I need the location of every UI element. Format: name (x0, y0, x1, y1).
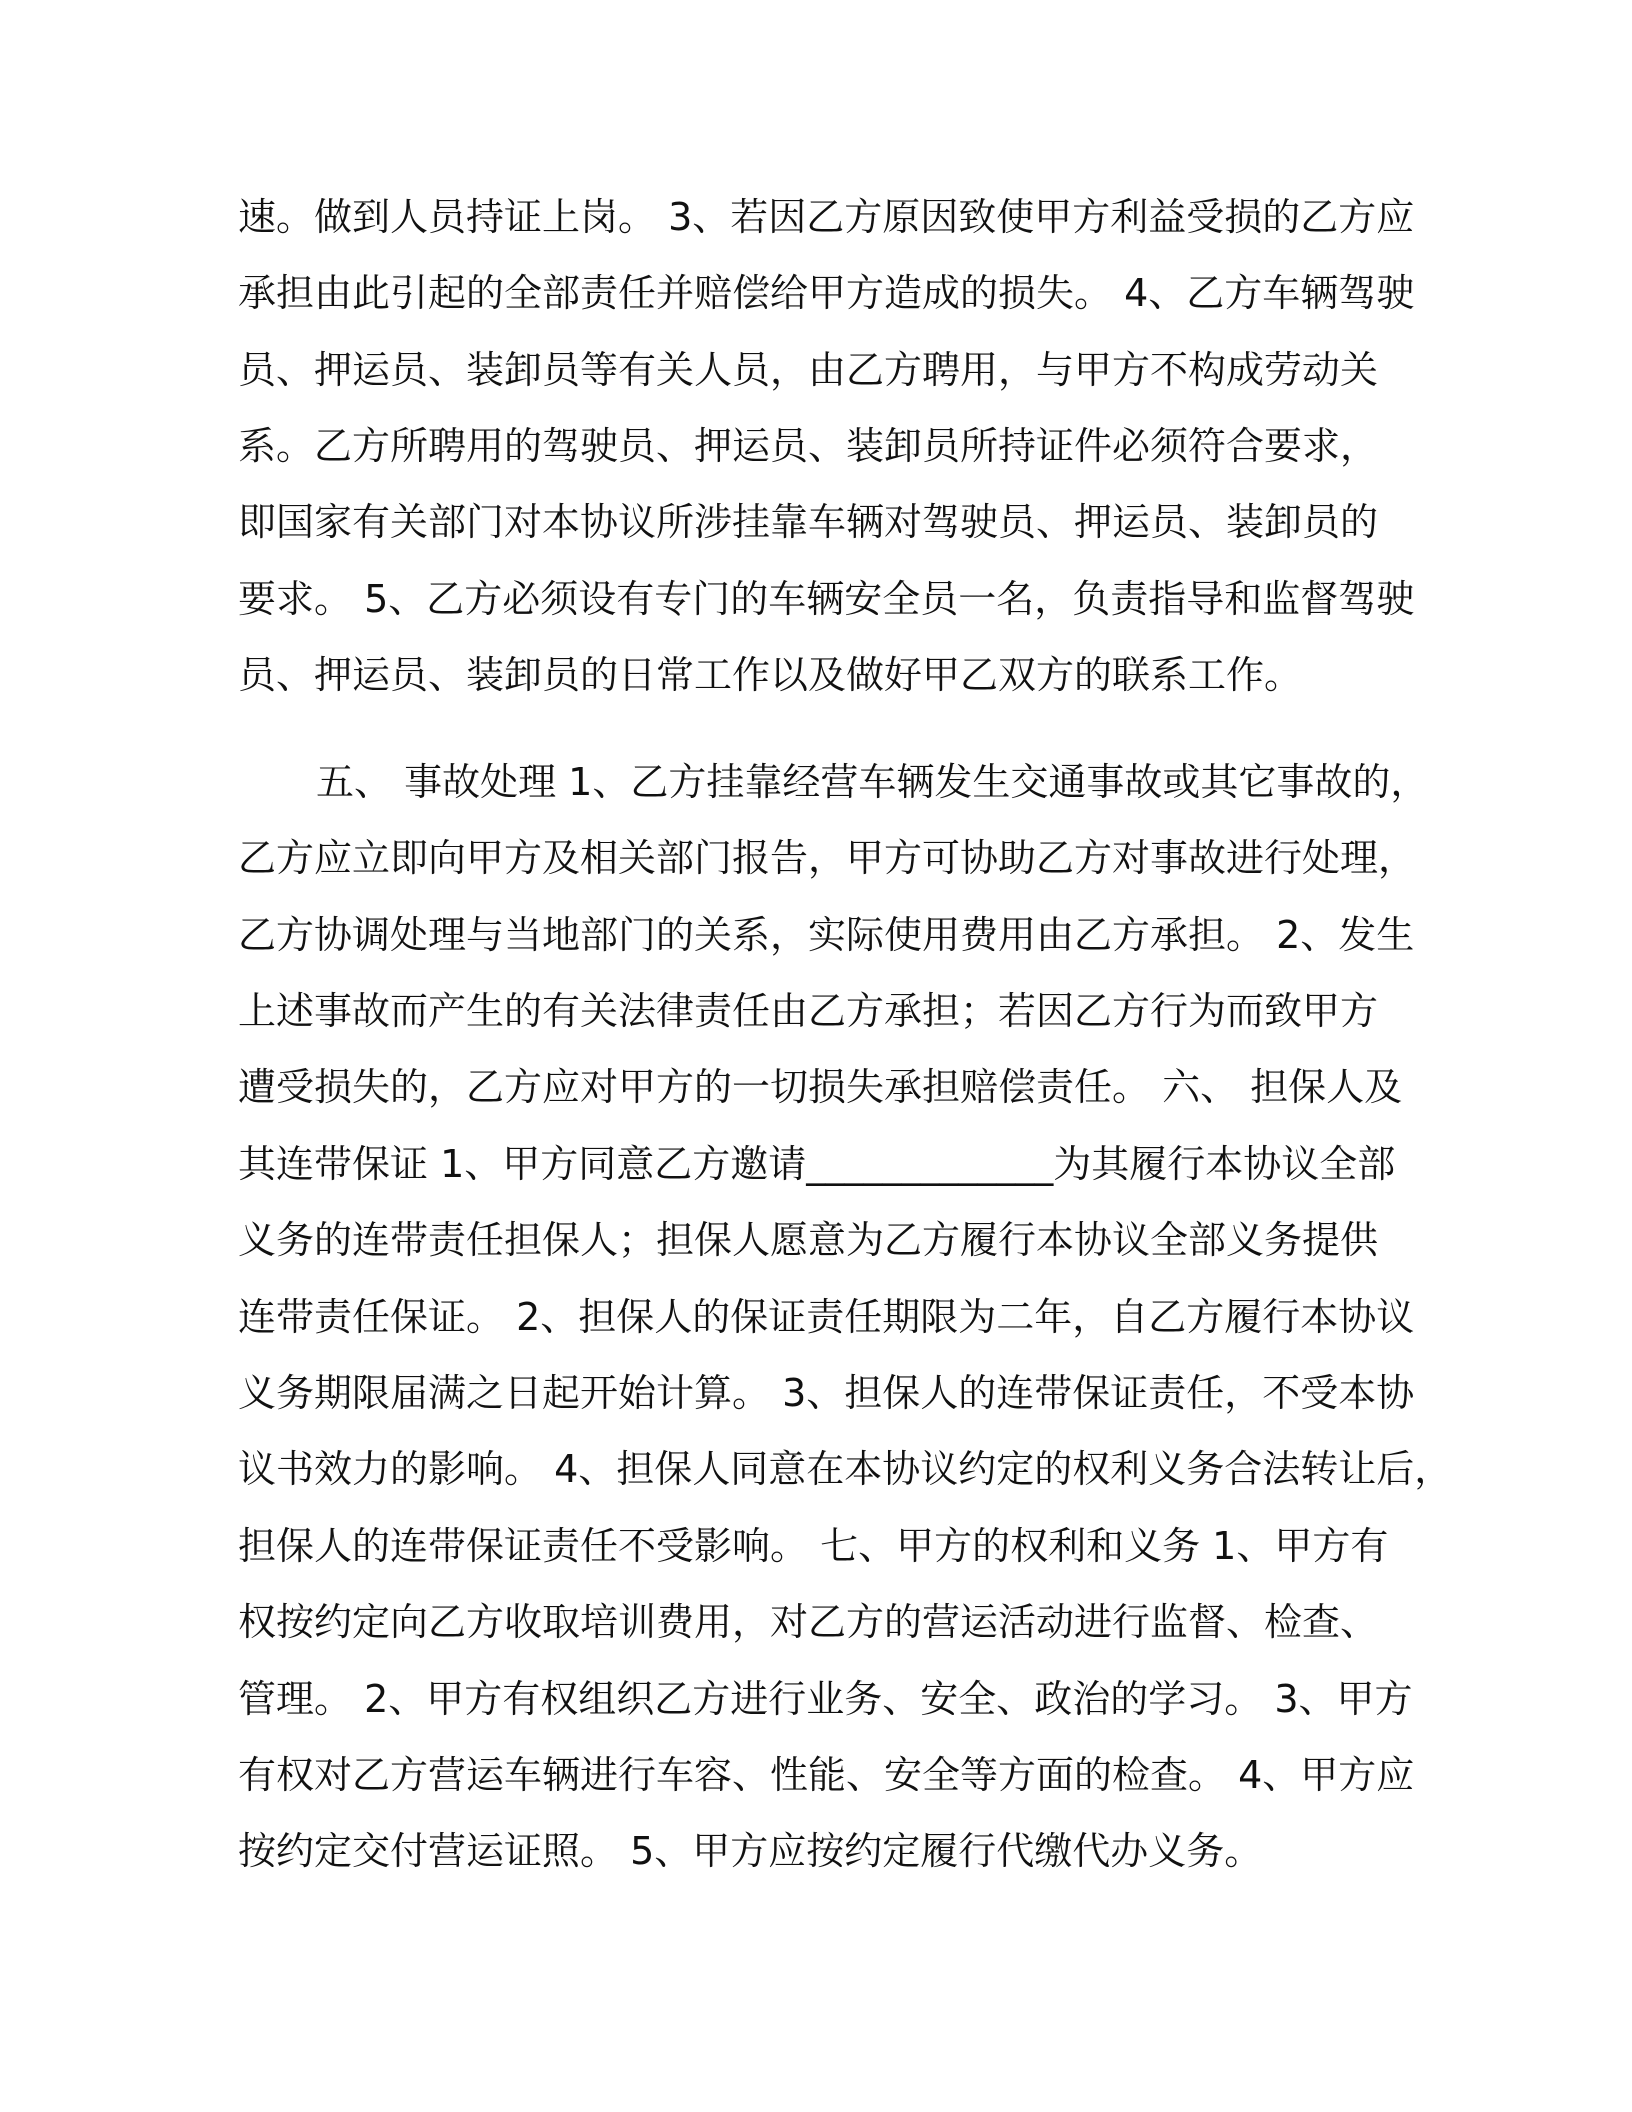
text-line: 管理。 2、甲方有权组织乙方进行业务、安全、政治的学习。 3、甲方 (238, 1677, 1413, 1721)
text-line: 按约定交付营运证照。 5、甲方应按约定履行代缴代办义务。 (238, 1829, 1263, 1873)
text-line: 即国家有关部门对本协议所涉挂靠车辆对驾驶员、押运员、装卸员的 (238, 500, 1379, 544)
text-line: 乙方协调处理与当地部门的关系，实际使用费用由乙方承担。 2、发生 (238, 913, 1415, 957)
text-line: 上述事故而产生的有关法律责任由乙方承担；若因乙方行为而致甲方 (238, 989, 1379, 1033)
text-line: 乙方应立即向甲方及相关部门报告，甲方可协助乙方对事故进行处理， (238, 836, 1417, 880)
text-line: 连带责任保证。 2、担保人的保证责任期限为二年，自乙方履行本协议 (238, 1295, 1415, 1339)
text-line: 权按约定向乙方收取培训费用，对乙方的营运活动进行监督、检查、 (238, 1600, 1379, 1644)
text-line: 遭受损失的，乙方应对甲方的一切损失承担赔偿责任。 六、 担保人及 (238, 1065, 1403, 1109)
text-line: 其连带保证 1、甲方同意乙方邀请_____________为其履行本协议全部 (238, 1142, 1396, 1186)
text-line: 议书效力的影响。 4、担保人同意在本协议约定的权利义务合法转让后， (238, 1447, 1453, 1491)
text-line: 承担由此引起的全部责任并赔偿给甲方造成的损失。 4、乙方车辆驾驶 (238, 271, 1415, 315)
text-line: 速。做到人员持证上岗。 3、若因乙方原因致使甲方利益受损的乙方应 (238, 195, 1415, 239)
text-line: 员、押运员、装卸员等有关人员，由乙方聘用，与甲方不构成劳动关 (238, 348, 1379, 392)
text-line: 有权对乙方营运车辆进行车容、性能、安全等方面的检查。 4、甲方应 (238, 1753, 1415, 1797)
text-line: 担保人的连带保证责任不受影响。 七、甲方的权利和义务 1、甲方有 (238, 1524, 1389, 1568)
text-line: 五、 事故处理 1、乙方挂靠经营车辆发生交通事故或其它事故的， (316, 760, 1429, 804)
text-line: 员、押运员、装卸员的日常工作以及做好甲乙双方的联系工作。 (238, 653, 1303, 697)
text-line: 系。乙方所聘用的驾驶员、押运员、装卸员所持证件必须符合要求， (238, 424, 1379, 468)
text-line: 义务的连带责任担保人；担保人愿意为乙方履行本协议全部义务提供 (238, 1218, 1379, 1262)
text-line: 要求。 5、乙方必须设有专门的车辆安全员一名，负责指导和监督驾驶 (238, 577, 1415, 621)
text-line: 义务期限届满之日起开始计算。 3、担保人的连带保证责任，不受本协 (238, 1371, 1415, 1415)
